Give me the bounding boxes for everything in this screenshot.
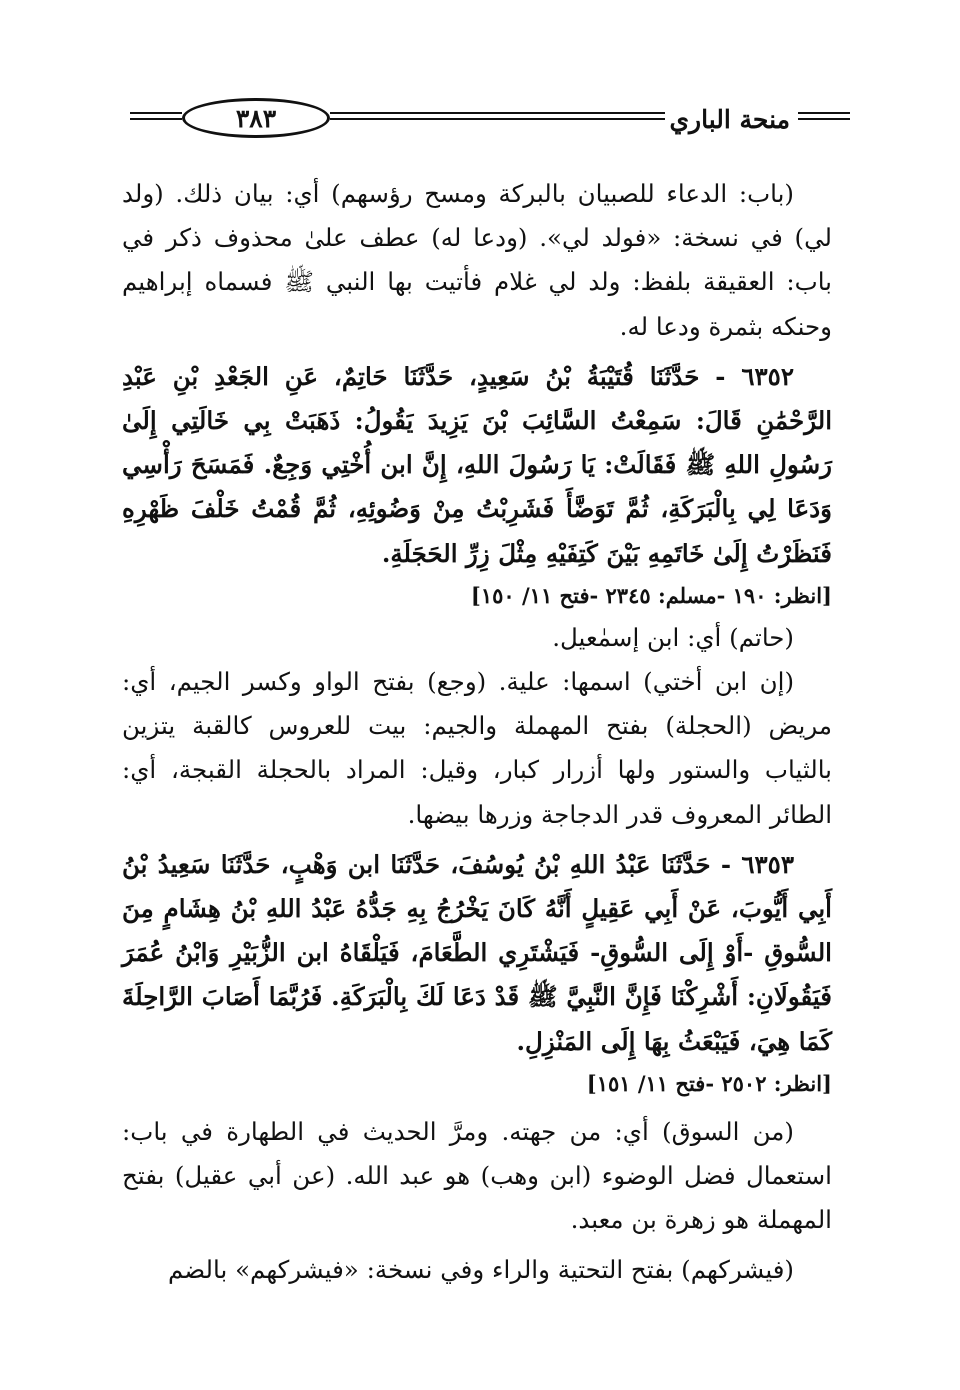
commentary-paragraph: (فيشركهم) بفتح التحتية والراء وفي نسخة: «فيشركهم» بالضم [167, 1255, 794, 1285]
page-header [130, 95, 850, 145]
header-rule-left-top [130, 112, 182, 114]
header-rule-middle-top [330, 112, 665, 114]
hadith-reference: [انظر: ١٩٠ -مسلم: ٢٣٤٥ -فتح ١١/ ١٥٠] [470, 582, 832, 608]
page-number [182, 98, 330, 138]
commentary-paragraph: (حاتم) أي: ابن إسمٰعيل. [552, 622, 794, 652]
book-title: منحة الباري [669, 105, 790, 134]
hadith-paragraph: ٦٣٥٣ - حَدَّثَنَا عَبْدُ اللهِ بْنُ يُوسُفَ، حَدَّثَنَا ابن وَهْبٍ، حَدَّثَنَا سَعِيدُ بْنُ أَبِي أَيُّوبَ، عَنْ أَبِي عَقِيلٍ أَنَّهُ كَانَ يَخْرُجُ بِهِ جَدُّهُ عَبْدُ اللهِ بْنُ هِشَامٍ مِنَ السُّوقِ -أَوْ إِلَى السُّوقِ- فَيَشْتَرِي الطَّعَامَ، فَيَلْقَاهُ ابن الزُّبَيْرِ وَابْنُ عُمَرَ فَيَقُولَانِ: أَشْرِكْنَا فَإِنَّ النَّبِيَّ ﷺ قَدْ دَعَا لَكَ بِالْبَرَكَةِ. فَرُبَّمَا أَصَابَ الرَّاحِلَةَ كَمَا هِيَ، فَيَبْعَثُ بِهَا إِلَى المَنْزِلِ. [122, 849, 832, 1056]
page-number-text: ٣٨٣ [235, 103, 277, 133]
page-body [122, 172, 832, 1293]
commentary-paragraph: (باب: الدعاء للصبيان بالبركة ومسح رؤسهم) أي: بيان ذلك. (ولد لي) في نسخة: «فولد لي». (ودعا له) عطف علىٰ محذوف ذكر في باب: العقيقة بلفظ: ولد لي غلام فأتيت بها النبي ﷺ فسماه إبراهيم وحنكه بثمرة ودعا له. [122, 179, 832, 341]
commentary-paragraph: (إن ابن أختي) اسمها: علية. (وجع) بفتح الواو وكسر الجيم، أي: مريض (الحجلة) بفتح المهملة والجيم: بيت للعروس كالقبة يتزين بالثياب والستور ولها أزرار كبار، وقيل: المراد بالحجلة القبجة، أي: الطائر المعروف قدر الدجاجة وزرها بيضها. [122, 667, 832, 829]
hadith-paragraph: ٦٣٥٢ - حَدَّثَنَا قُتَيْبَةُ بْنُ سَعِيدٍ، حَدَّثَنَا حَاتِمٌ، عَنِ الجَعْدِ بْنِ عَبْدِ الرَّحْمَٰنِ قَالَ: سَمِعْتُ السَّائِبَ بْنَ يَزِيدَ يَقُولُ: ذَهَبَتْ بِي خَالَتِي إِلَىٰ رَسُولِ اللهِ ﷺ فَقَالَتْ: يَا رَسُولَ اللهِ، إِنَّ ابن أُخْتِي وَجِعٌ. فَمَسَحَ رَأْسِي وَدَعَا لِي بِالْبَرَكَةِ، ثُمَّ تَوَضَّأَ فَشَرِبْتُ مِنْ وَضُوئِهِ، ثُمَّ قُمْتُ خَلْفَ ظَهْرِهِ فَنَظَرْتُ إِلَىٰ خَاتَمِهِ بَيْنَ كَتِفَيْهِ مِثْلَ زِرِّ الحَجَلَةِ. [122, 361, 832, 568]
commentary-paragraph: (من السوق) أي: من جهته. ومرَّ الحديث في الطهارة في باب: استعمال فضل الوضوء (ابن وهب) هو عبد الله. (عن أبي عقيل) بفتح المهملة هو زهرة بن معبد. [122, 1116, 832, 1235]
header-rule-right-bottom [798, 118, 850, 120]
hadith-reference: [انظر: ٢٥٠٢ -فتح ١١/ ١٥١] [586, 1070, 832, 1096]
header-rule-right-top [798, 112, 850, 114]
header-rule-middle-bottom [330, 118, 665, 120]
header-rule-left-bottom [130, 118, 182, 120]
